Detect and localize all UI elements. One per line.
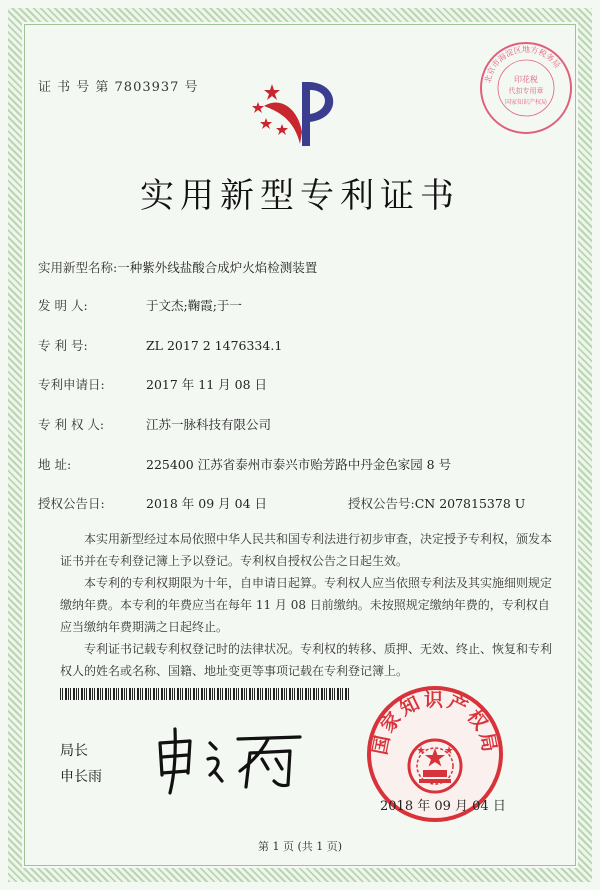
field-label: 专 利 号: — [38, 338, 88, 353]
tax-stamp-line3: 国家知识产权局 — [504, 99, 548, 106]
field-label: 地 址: — [38, 457, 72, 472]
field-label: 专利申请日: — [38, 377, 105, 392]
field-label: 发 明 人: — [38, 298, 88, 313]
field-value: 225400 江苏省泰州市泰兴市贻芳路中丹金色家园 8 号 — [146, 457, 452, 472]
field-value: 2018 年 09 月 04 日 — [146, 496, 267, 511]
signature-title: 局长 — [60, 743, 88, 759]
field-value: 江苏一脉科技有限公司 — [146, 417, 272, 432]
paragraph-term: 本专利的专利权期限为十年，自申请日起算。专利权人应当依照专利法及其实施细则规定缴纳年费。本专利的年费应当在每年 11 月 08 日前缴纳。未按照规定缴纳年费的，专利权自应当缴纳年费期满之日起终止。 — [60, 576, 553, 634]
field-announce-number — [348, 494, 525, 512]
field-value: 2017 年 11 月 08 日 — [146, 377, 267, 392]
handwritten-signature — [150, 725, 310, 795]
signature-printed-name: 申长雨 — [60, 769, 102, 785]
field-value: 一种紫外线盐酸合成炉火焰检测装置 — [117, 260, 318, 275]
field-utility-model-name — [38, 258, 317, 276]
field-patent-number — [38, 336, 282, 354]
tax-stamp — [478, 40, 574, 136]
field-label: 授权公告号: — [348, 496, 415, 511]
field-inventor — [38, 296, 242, 314]
patent-office-logo-icon — [250, 78, 345, 150]
field-label: 授权公告日: — [38, 496, 105, 511]
seal-text: 国家知识产权局 — [369, 689, 501, 757]
field-filing-date — [38, 375, 267, 393]
paragraph-legal-status: 专利证书记载专利权登记时的法律状况。专利权的转移、质押、无效、终止、恢复和专利权人的姓名或名称、国籍、地址变更等事项记载在专利登记簿上。 — [60, 642, 553, 678]
field-patent-holder — [38, 415, 271, 433]
page-number: 第 1 页 (共 1 页) — [257, 840, 343, 853]
seal-date: 2018 年 09 月 04 日 — [380, 799, 506, 814]
tax-stamp-line2: 代扣专用章 — [508, 87, 544, 95]
field-label: 专 利 权 人: — [38, 417, 105, 432]
field-value: CN 207815378 U — [414, 496, 526, 511]
paragraph-grant: 本实用新型经过本局依照中华人民共和国专利法进行初步审查，决定授予专利权，颁发本证书并在专利登记簿上予以登记。专利权自授权公告之日起生效。 — [60, 532, 553, 568]
field-label: 实用新型名称: — [38, 260, 118, 275]
certificate-number: 证 书 号 第 7803937 号 — [38, 80, 199, 95]
field-announce-date — [38, 494, 267, 512]
barcode — [60, 688, 350, 700]
tax-stamp-line1: 印花税 — [514, 75, 538, 84]
field-address — [38, 455, 451, 473]
field-value: ZL 2017 2 1476334.1 — [146, 338, 283, 353]
tax-stamp-ring-text: 北京市海淀区地方税务局 — [483, 44, 562, 84]
certificate-title: 实用新型专利证书 — [140, 176, 460, 216]
field-value: 于文杰;鞠霞;于一 — [146, 298, 242, 313]
